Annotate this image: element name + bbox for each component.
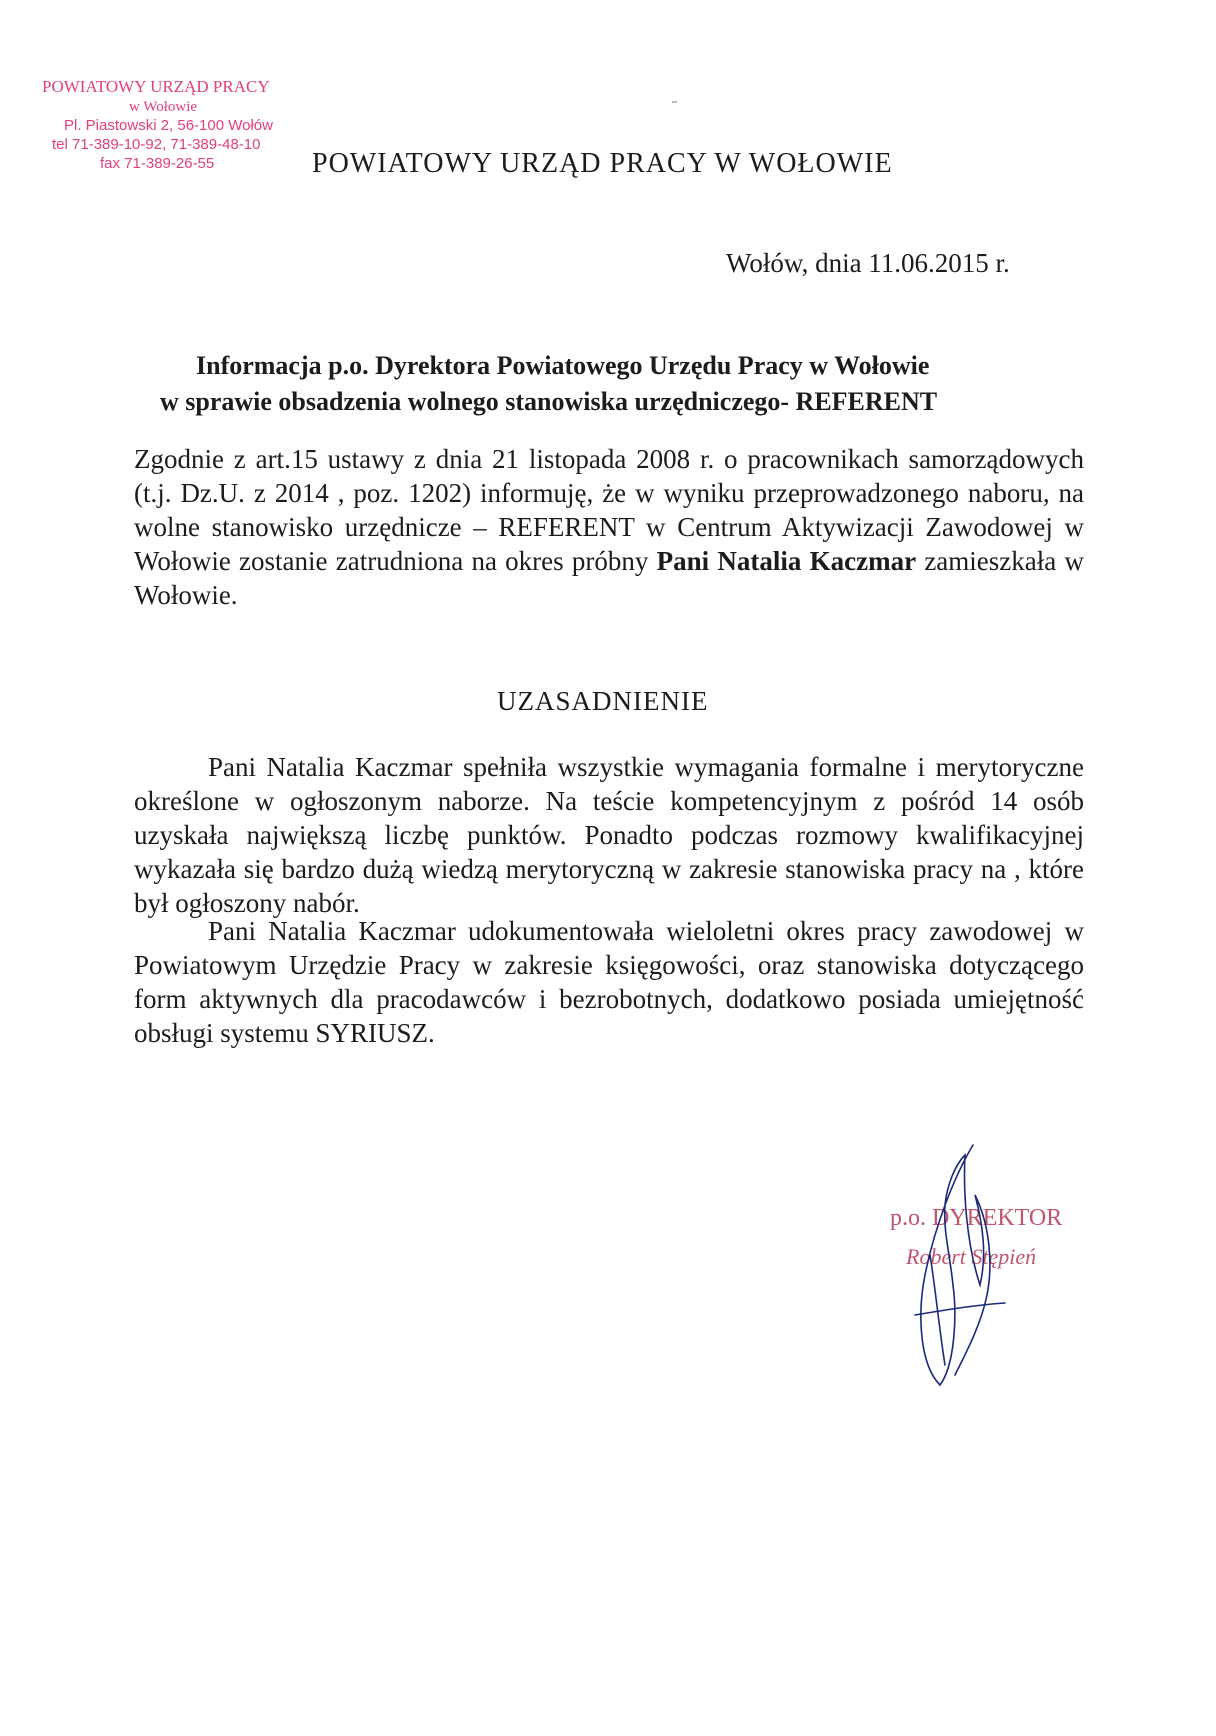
selected-candidate-name: Pani Natalia Kaczmar <box>656 546 917 576</box>
signatory-title: p.o. DYREKTOR <box>890 1205 1063 1231</box>
subject-line-1: Informacja p.o. Dyrektora Powiatowego Urzędu Pracy w Wołowie <box>196 351 930 380</box>
letterhead-title: POWIATOWY URZĄD PRACY W WOŁOWIE <box>312 148 893 179</box>
subject-line-2: w sprawie obsadzenia wolnego stanowiska urzędniczego- REFERENT <box>160 387 938 416</box>
decision-text-end: zamieszkała w Wołowie. <box>134 546 1084 610</box>
handwritten-signature <box>895 1135 1015 1395</box>
decision-text-start: Zgodnie z art.15 ustawy z dnia 21 listopada 2008 r. o pracownikach samorządowych (t.j. Dz.U. z 2014 , poz. 1202) informuję, że w wyniku przeprowadzonego naboru, na wolne stanowisko urzędnicze – REFERENT w Centrum Aktywizacji Zawodowej w Wołowie zostanie zatrudniona na okres próbny <box>134 444 1084 576</box>
signatory-name: Robert Stępień <box>906 1244 1037 1269</box>
document-date: Wołów, dnia 11.06.2015 r. <box>726 248 1010 278</box>
justification-paragraph-2: Pani Natalia Kaczmar udokumentowała wieloletni okres pracy zawodowej w Powiatowym Urzędzie Pracy w zakresie księgowości, oraz stanowiska dotyczącego form aktywnych dla pracodawców i bezrobotnych, dodatkowo posiada umiejętność obsługi systemu SYRIUSZ. <box>134 916 1084 1048</box>
stamp-subtitle: w Wołowie <box>129 99 198 115</box>
stamp-address: Pl. Piastowski 2, 56-100 Wołów <box>64 117 273 134</box>
decision-paragraph <box>134 442 1084 612</box>
stamp-fax: fax 71-389-26-55 <box>100 155 215 172</box>
stamp-title: POWIATOWY URZĄD PRACY <box>42 77 270 96</box>
document-subject <box>160 348 1080 420</box>
stamp-phone: tel 71-389-10-92, 71-389-48-10 <box>52 136 261 153</box>
justification-heading: UZASADNIENIE <box>497 686 709 716</box>
scan-mark <box>672 101 677 103</box>
justification-paragraph-1: Pani Natalia Kaczmar spełniła wszystkie wymagania formalne i merytoryczne określone w ogłoszonym naborze. Na teście kompetencyjnym z pośród 14 osób uzyskała największą liczbę punktów. Ponadto podczas rozmowy kwalifikacyjnej wykazała się bardzo dużą wiedzą merytoryczną w zakresie stanowiska pracy na , które był ogłoszony nabór. <box>134 752 1084 918</box>
